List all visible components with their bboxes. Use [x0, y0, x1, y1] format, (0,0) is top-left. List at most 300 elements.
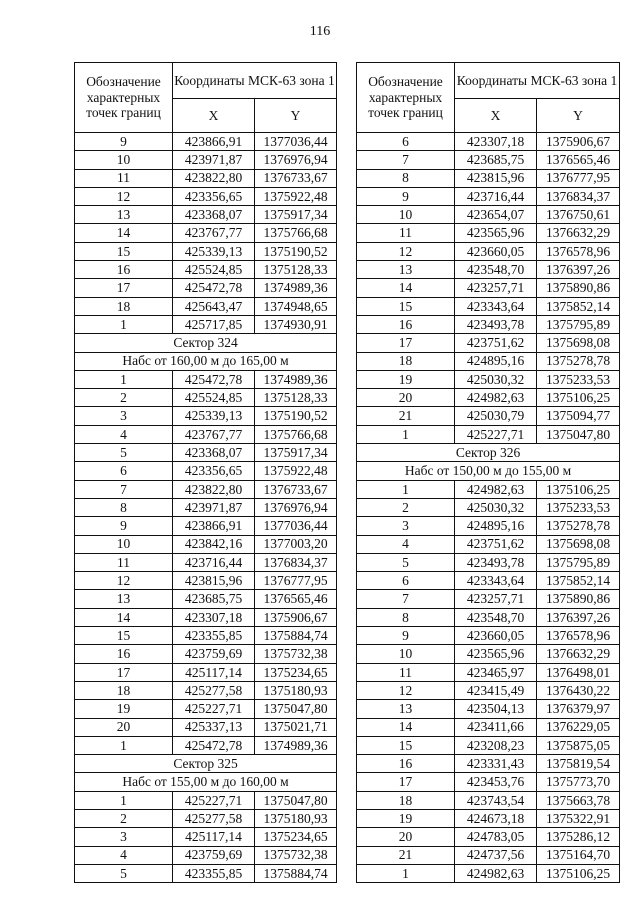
coord-x: 423971,87 — [173, 151, 255, 169]
point-number: 19 — [357, 809, 455, 827]
coord-x: 423685,75 — [455, 151, 537, 169]
table-row — [75, 370, 337, 388]
coord-x: 425030,32 — [455, 498, 537, 516]
coord-y: 1375128,33 — [255, 261, 337, 279]
coord-x: 423343,64 — [455, 572, 537, 590]
coord-x: 425277,58 — [173, 681, 255, 699]
table-row — [75, 700, 337, 718]
point-number: 18 — [75, 681, 173, 699]
point-number: 4 — [75, 846, 173, 864]
coord-y: 1376733,67 — [255, 169, 337, 187]
coord-y: 1376750,61 — [537, 206, 620, 224]
coord-x: 423716,44 — [173, 553, 255, 571]
coord-y: 1376430,22 — [537, 681, 620, 699]
table-row — [75, 498, 337, 516]
point-number: 4 — [357, 535, 455, 553]
point-number: 13 — [357, 700, 455, 718]
coord-x: 423660,05 — [455, 242, 537, 260]
table-row — [75, 572, 337, 590]
table-row — [75, 407, 337, 425]
point-number: 21 — [357, 846, 455, 864]
point-number: 16 — [75, 261, 173, 279]
point-number: 5 — [357, 553, 455, 571]
coord-x: 425227,71 — [173, 791, 255, 809]
coord-x: 423356,65 — [173, 187, 255, 205]
coord-x: 423815,96 — [173, 572, 255, 590]
coord-y: 1376498,01 — [537, 663, 620, 681]
coord-y: 1376397,26 — [537, 261, 620, 279]
point-number: 6 — [357, 133, 455, 151]
point-number: 10 — [357, 206, 455, 224]
point-number: 4 — [75, 425, 173, 443]
coord-y: 1375233,53 — [537, 370, 620, 388]
point-number: 3 — [75, 828, 173, 846]
table-row — [357, 297, 620, 315]
coord-y: 1375286,12 — [537, 828, 620, 846]
point-number: 14 — [357, 279, 455, 297]
coord-y: 1375766,68 — [255, 425, 337, 443]
coord-x: 425472,78 — [173, 370, 255, 388]
coord-x: 423307,18 — [455, 133, 537, 151]
coord-x: 423565,96 — [455, 224, 537, 242]
coord-x: 425227,71 — [173, 700, 255, 718]
table-row — [75, 535, 337, 553]
coord-y: 1376777,95 — [255, 572, 337, 590]
point-number: 1 — [357, 425, 455, 443]
table-row — [357, 572, 620, 590]
table-row — [75, 718, 337, 736]
point-number: 18 — [75, 297, 173, 315]
coord-y: 1375875,05 — [537, 736, 620, 754]
header-coordinates: Координаты МСК-63 зона 1 — [455, 63, 620, 99]
coord-y: 1375190,52 — [255, 242, 337, 260]
table-row — [357, 389, 620, 407]
coord-y: 1377003,20 — [255, 535, 337, 553]
coord-y: 1375917,34 — [255, 206, 337, 224]
coord-x: 425717,85 — [173, 315, 255, 333]
point-number: 13 — [75, 206, 173, 224]
point-number: 16 — [357, 755, 455, 773]
table-row — [357, 224, 620, 242]
coord-x: 423331,43 — [455, 755, 537, 773]
coord-y: 1375128,33 — [255, 389, 337, 407]
point-number: 11 — [357, 663, 455, 681]
coord-x: 425472,78 — [173, 279, 255, 297]
point-number: 16 — [75, 645, 173, 663]
table-row — [357, 352, 620, 370]
section-header-row — [75, 755, 337, 773]
table-row — [357, 590, 620, 608]
table-row — [75, 809, 337, 827]
table-row — [357, 242, 620, 260]
coord-y: 1375852,14 — [537, 297, 620, 315]
point-number: 6 — [357, 572, 455, 590]
table-row — [357, 663, 620, 681]
table-row — [357, 169, 620, 187]
point-number: 16 — [357, 315, 455, 333]
coord-x: 423493,78 — [455, 315, 537, 333]
coord-y: 1376379,97 — [537, 700, 620, 718]
coord-x: 423654,07 — [455, 206, 537, 224]
coord-x: 423716,44 — [455, 187, 537, 205]
point-number: 20 — [75, 718, 173, 736]
section-label: Набс от 150,00 м до 155,00 м — [357, 462, 620, 480]
point-number: 8 — [357, 608, 455, 626]
point-number: 11 — [75, 169, 173, 187]
coord-y: 1375890,86 — [537, 590, 620, 608]
coord-y: 1376834,37 — [255, 553, 337, 571]
table-row — [357, 828, 620, 846]
table-row — [357, 187, 620, 205]
table-row — [357, 370, 620, 388]
coord-y: 1375732,38 — [255, 645, 337, 663]
coord-x: 424737,56 — [455, 846, 537, 864]
table-row — [357, 681, 620, 699]
coord-y: 1375047,80 — [537, 425, 620, 443]
point-number: 9 — [357, 187, 455, 205]
point-number: 11 — [75, 553, 173, 571]
point-number: 17 — [75, 663, 173, 681]
table-row — [75, 297, 337, 315]
coord-x: 425339,13 — [173, 407, 255, 425]
point-number: 13 — [357, 261, 455, 279]
table-row — [357, 791, 620, 809]
coord-x: 424982,63 — [455, 864, 537, 882]
point-number: 12 — [75, 572, 173, 590]
coord-y: 1376976,94 — [255, 151, 337, 169]
point-number: 5 — [75, 864, 173, 882]
point-number: 7 — [357, 590, 455, 608]
point-number: 10 — [75, 151, 173, 169]
coord-y: 1377036,44 — [255, 133, 337, 151]
point-number: 8 — [357, 169, 455, 187]
table-row — [75, 425, 337, 443]
coord-x: 423660,05 — [455, 627, 537, 645]
coord-x: 423257,71 — [455, 590, 537, 608]
point-number: 14 — [75, 224, 173, 242]
table-row — [357, 407, 620, 425]
table-row — [75, 389, 337, 407]
coord-y: 1375795,89 — [537, 315, 620, 333]
table-row — [75, 315, 337, 333]
coord-y: 1375766,68 — [255, 224, 337, 242]
coord-x: 423356,65 — [173, 462, 255, 480]
table-row — [357, 846, 620, 864]
point-number: 3 — [357, 517, 455, 535]
header-x: X — [173, 99, 255, 133]
table-row — [357, 864, 620, 882]
point-number: 10 — [357, 645, 455, 663]
coord-x: 423307,18 — [173, 608, 255, 626]
table-row — [75, 517, 337, 535]
point-number: 12 — [357, 681, 455, 699]
coord-y: 1376777,95 — [537, 169, 620, 187]
coord-y: 1375106,25 — [537, 480, 620, 498]
coord-y: 1375047,80 — [255, 700, 337, 718]
header-coordinates: Координаты МСК-63 зона 1 — [173, 63, 337, 99]
coord-y: 1374989,36 — [255, 736, 337, 754]
table-row — [357, 261, 620, 279]
coord-y: 1374989,36 — [255, 279, 337, 297]
point-number: 15 — [357, 297, 455, 315]
section-label: Сектор 324 — [75, 334, 337, 352]
coord-y: 1375190,52 — [255, 407, 337, 425]
point-number: 9 — [75, 133, 173, 151]
coordinates-table-right — [356, 62, 620, 883]
coord-y: 1376578,96 — [537, 627, 620, 645]
coord-x: 424783,05 — [455, 828, 537, 846]
coord-x: 423355,85 — [173, 864, 255, 882]
point-number: 8 — [75, 498, 173, 516]
coord-y: 1375233,53 — [537, 498, 620, 516]
section-header-row — [75, 773, 337, 791]
coord-x: 425524,85 — [173, 389, 255, 407]
coord-y: 1375164,70 — [537, 846, 620, 864]
table-row — [357, 517, 620, 535]
table-row — [75, 224, 337, 242]
table-row — [75, 279, 337, 297]
coord-x: 423548,70 — [455, 261, 537, 279]
table-row — [357, 133, 620, 151]
table-row — [357, 608, 620, 626]
coord-x: 423465,97 — [455, 663, 537, 681]
point-number: 19 — [357, 370, 455, 388]
coord-x: 425524,85 — [173, 261, 255, 279]
section-header-row — [75, 334, 337, 352]
table-row — [75, 187, 337, 205]
coord-y: 1375698,08 — [537, 535, 620, 553]
point-number: 14 — [75, 608, 173, 626]
table-row — [75, 261, 337, 279]
coord-x: 425030,79 — [455, 407, 537, 425]
point-number: 15 — [357, 736, 455, 754]
coord-x: 423355,85 — [173, 627, 255, 645]
coord-x: 424895,16 — [455, 352, 537, 370]
point-number: 21 — [357, 407, 455, 425]
coord-y: 1376229,05 — [537, 718, 620, 736]
coord-y: 1375852,14 — [537, 572, 620, 590]
section-label: Набс от 160,00 м до 165,00 м — [75, 352, 337, 370]
point-number: 15 — [75, 627, 173, 645]
coord-x: 423257,71 — [455, 279, 537, 297]
table-row — [75, 590, 337, 608]
coord-y: 1375906,67 — [537, 133, 620, 151]
coord-x: 425277,58 — [173, 809, 255, 827]
coord-y: 1375922,48 — [255, 187, 337, 205]
point-number: 5 — [75, 444, 173, 462]
table-row — [75, 828, 337, 846]
coord-x: 425643,47 — [173, 297, 255, 315]
coord-y: 1375278,78 — [537, 517, 620, 535]
coord-x: 425337,13 — [173, 718, 255, 736]
coord-x: 423415,49 — [455, 681, 537, 699]
table-row — [357, 773, 620, 791]
table-row — [357, 700, 620, 718]
coord-x: 423971,87 — [173, 498, 255, 516]
coord-x: 423565,96 — [455, 645, 537, 663]
coord-x: 423548,70 — [455, 608, 537, 626]
coord-x: 423208,23 — [455, 736, 537, 754]
coordinates-table-left — [74, 62, 337, 883]
coord-x: 425339,13 — [173, 242, 255, 260]
point-number: 9 — [357, 627, 455, 645]
table-row — [75, 480, 337, 498]
table-body-left — [75, 133, 337, 883]
table-row — [75, 133, 337, 151]
header-x: X — [455, 99, 537, 133]
coord-y: 1374930,91 — [255, 315, 337, 333]
point-number: 17 — [75, 279, 173, 297]
coord-y: 1376976,94 — [255, 498, 337, 516]
header-y: Y — [255, 99, 337, 133]
table-row — [357, 645, 620, 663]
coord-y: 1375884,74 — [255, 627, 337, 645]
coord-y: 1375906,67 — [255, 608, 337, 626]
coord-x: 423751,62 — [455, 334, 537, 352]
coord-x: 423368,07 — [173, 444, 255, 462]
point-number: 20 — [357, 828, 455, 846]
point-number: 15 — [75, 242, 173, 260]
coord-x: 423343,64 — [455, 297, 537, 315]
table-row — [357, 206, 620, 224]
point-number: 17 — [357, 334, 455, 352]
point-number: 18 — [357, 352, 455, 370]
table-row — [75, 553, 337, 571]
table-row — [357, 315, 620, 333]
coord-y: 1375106,25 — [537, 864, 620, 882]
coord-y: 1375663,78 — [537, 791, 620, 809]
coord-x: 423767,77 — [173, 224, 255, 242]
coord-y: 1376733,67 — [255, 480, 337, 498]
table-row — [75, 206, 337, 224]
coord-x: 424982,63 — [455, 480, 537, 498]
point-number: 2 — [75, 809, 173, 827]
point-number: 20 — [357, 389, 455, 407]
point-number: 19 — [75, 700, 173, 718]
coord-y: 1375819,54 — [537, 755, 620, 773]
coord-x: 423368,07 — [173, 206, 255, 224]
table-row — [75, 462, 337, 480]
point-number: 11 — [357, 224, 455, 242]
coord-x: 424895,16 — [455, 517, 537, 535]
point-number: 9 — [75, 517, 173, 535]
coord-x: 424673,18 — [455, 809, 537, 827]
coord-x: 425227,71 — [455, 425, 537, 443]
point-number: 1 — [357, 864, 455, 882]
coord-y: 1376834,37 — [537, 187, 620, 205]
coord-x: 423453,76 — [455, 773, 537, 791]
point-number: 12 — [357, 242, 455, 260]
coord-y: 1375278,78 — [537, 352, 620, 370]
coord-y: 1375698,08 — [537, 334, 620, 352]
coord-y: 1375180,93 — [255, 681, 337, 699]
coord-x: 423767,77 — [173, 425, 255, 443]
coord-x: 423866,91 — [173, 517, 255, 535]
point-number: 10 — [75, 535, 173, 553]
coord-x: 423842,16 — [173, 535, 255, 553]
point-number: 12 — [75, 187, 173, 205]
coord-x: 423493,78 — [455, 553, 537, 571]
page-number: 116 — [309, 24, 331, 39]
table-row — [75, 242, 337, 260]
coord-x: 423751,62 — [455, 535, 537, 553]
point-number: 17 — [357, 773, 455, 791]
point-number: 1 — [75, 791, 173, 809]
table-row — [75, 608, 337, 626]
coord-y: 1375180,93 — [255, 809, 337, 827]
point-number: 13 — [75, 590, 173, 608]
coord-x: 425117,14 — [173, 663, 255, 681]
coord-x: 423815,96 — [455, 169, 537, 187]
point-number: 1 — [75, 736, 173, 754]
table-row — [75, 846, 337, 864]
coord-y: 1375884,74 — [255, 864, 337, 882]
coord-y: 1376578,96 — [537, 242, 620, 260]
coord-y: 1376565,46 — [255, 590, 337, 608]
coord-y: 1376632,29 — [537, 224, 620, 242]
coord-y: 1375922,48 — [255, 462, 337, 480]
table-row — [357, 553, 620, 571]
coord-y: 1375917,34 — [255, 444, 337, 462]
table-row — [357, 736, 620, 754]
point-number: 1 — [357, 480, 455, 498]
coord-x: 424982,63 — [455, 389, 537, 407]
coord-y: 1375234,65 — [255, 828, 337, 846]
coord-y: 1377036,44 — [255, 517, 337, 535]
coord-y: 1376632,29 — [537, 645, 620, 663]
coord-y: 1374948,65 — [255, 297, 337, 315]
table-body-right — [357, 133, 620, 883]
table-row — [75, 681, 337, 699]
table-row — [357, 279, 620, 297]
point-number: 2 — [357, 498, 455, 516]
header-point-designation: Обозначение характерных точек границ — [357, 63, 455, 133]
point-number: 7 — [357, 151, 455, 169]
coord-x: 423411,66 — [455, 718, 537, 736]
coord-y: 1375890,86 — [537, 279, 620, 297]
point-number: 18 — [357, 791, 455, 809]
point-number: 1 — [75, 370, 173, 388]
table-row — [357, 755, 620, 773]
table-row — [357, 809, 620, 827]
table-row — [75, 169, 337, 187]
section-header-row — [357, 462, 620, 480]
table-row — [357, 480, 620, 498]
header-y: Y — [537, 99, 620, 133]
coord-y: 1375795,89 — [537, 553, 620, 571]
table-row — [357, 425, 620, 443]
coord-y: 1375021,71 — [255, 718, 337, 736]
coord-x: 423685,75 — [173, 590, 255, 608]
table-row — [75, 151, 337, 169]
coord-y: 1376397,26 — [537, 608, 620, 626]
coord-x: 425117,14 — [173, 828, 255, 846]
table-row — [357, 151, 620, 169]
section-header-row — [75, 352, 337, 370]
table-row — [75, 864, 337, 882]
section-label: Набс от 155,00 м до 160,00 м — [75, 773, 337, 791]
header-point-designation: Обозначение характерных точек границ — [75, 63, 173, 133]
coord-x: 425472,78 — [173, 736, 255, 754]
coord-y: 1375773,70 — [537, 773, 620, 791]
coord-y: 1375732,38 — [255, 846, 337, 864]
table-row — [357, 498, 620, 516]
table-row — [75, 627, 337, 645]
table-row — [75, 791, 337, 809]
point-number: 7 — [75, 480, 173, 498]
table-row — [357, 535, 620, 553]
table-row — [357, 334, 620, 352]
